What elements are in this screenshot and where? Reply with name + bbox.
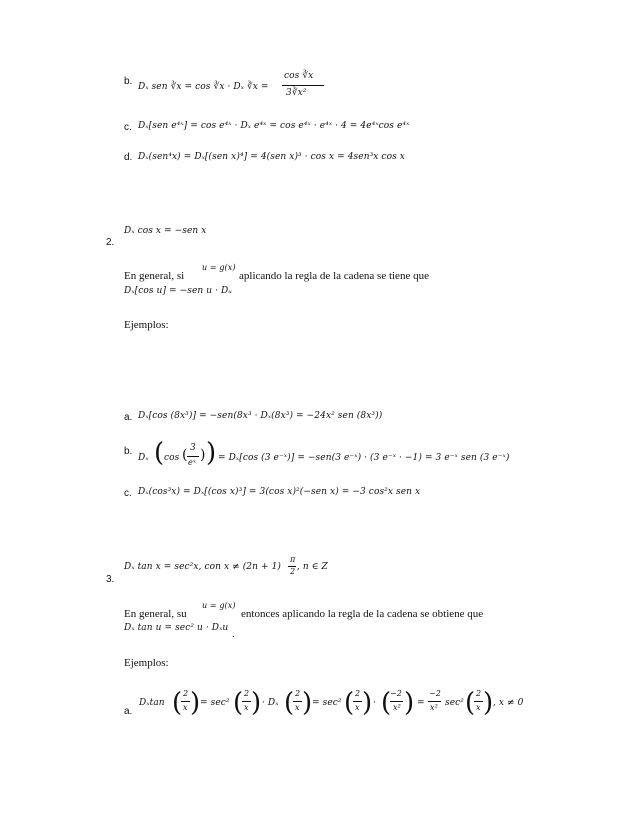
section-3-examples-title: Ejemplos: <box>124 657 169 669</box>
item-a3-frac-6-bar <box>428 701 441 702</box>
item-a3-dot: · <box>373 698 376 708</box>
item-a3-paren-2-left: ( <box>233 688 244 718</box>
item-a3-dx-tan: Dₓtan <box>139 698 165 708</box>
section-3-frac-num: π <box>290 555 296 564</box>
item-b2-dx: Dₓ <box>138 453 149 463</box>
item-a3-frac-2-num: 2 <box>244 689 250 698</box>
item-a3-paren-3-right: ) <box>302 688 313 718</box>
section-3-period: . <box>232 628 235 640</box>
item-a3-frac-6-den: x² <box>430 703 438 712</box>
section-2-number: 2. <box>106 237 115 248</box>
item-b2-inner-right-paren: ) <box>200 447 206 463</box>
item-a3-frac-5-bar <box>390 701 403 702</box>
item-a3-frac-4-bar <box>353 701 362 702</box>
item-a3-paren-7-right: ) <box>483 688 494 718</box>
item-b2-formula-right: = Dₓ[cos (3 e⁻ˣ)] = −sen(3 e⁻ˣ) · (3 e⁻ˣ · −1) = 3 e⁻ˣ sen (3 e⁻ˣ) <box>218 453 510 463</box>
item-a3-condition: , x ≠ 0 <box>493 698 524 708</box>
item-a3-frac-7-num: 2 <box>476 689 482 698</box>
item-a3-frac-3-num: 2 <box>295 689 301 698</box>
item-a3-frac-1-num: 2 <box>183 689 189 698</box>
item-a3-frac-6-num: −2 <box>429 689 441 698</box>
item-a3-frac-7-bar <box>474 701 483 702</box>
item-d-formula: Dₓ(sen⁴x) = Dₓ[(sen x)⁴] = 4(sen x)³ · cos x = 4sen³x cos x <box>138 152 405 162</box>
item-a3-paren-1-left: ( <box>172 688 183 718</box>
section-3-general-suffix: entonces aplicando la regla de la cadena se obtiene que <box>241 608 484 620</box>
item-a3-frac-3-bar <box>293 701 302 702</box>
item-b2-frac-den: eˣ <box>188 458 196 467</box>
item-a3-sec2: sec² <box>445 698 464 708</box>
item-c2-label: c. <box>124 488 132 499</box>
section-3-general-prefix: En general, su <box>124 608 187 620</box>
item-b-label: b. <box>124 76 133 87</box>
item-b-formula: Dₓ sen ∛x = cos ∛x · Dₓ ∛x = <box>138 82 269 92</box>
item-b2-right-paren: ) <box>206 438 217 468</box>
item-a3-frac-5-num: −2 <box>390 689 402 698</box>
section-2-u-definition: u = g(x) <box>202 263 236 272</box>
item-a3-paren-3-left: ( <box>284 688 295 718</box>
item-a3-eq: = <box>417 698 425 708</box>
section-3-formula-left: Dₓ tan x = sec²x, con x ≠ (2n + 1) <box>124 562 282 572</box>
item-b2-left-paren: ( <box>154 438 165 468</box>
item-a2-label: a. <box>124 412 133 423</box>
item-a2-formula: Dₓ[cos (8x³)] = −sen(8x³ · Dₓ(8x³) = −24x² sen (8x³)) <box>138 411 383 421</box>
item-a3-dot-dx: · Dₓ <box>262 698 279 708</box>
item-a3-frac-4-den: x <box>355 703 360 712</box>
section-3-frac-den: 2 <box>290 567 296 576</box>
item-c-formula: Dₓ[sen e⁴ˣ] = cos e⁴ˣ · Dₓ e⁴ˣ = cos e⁴ˣ · e⁴ˣ · 4 = 4e⁴ˣcos e⁴ˣ <box>138 121 410 131</box>
item-a3-eq-sec2-1: = sec² <box>200 698 230 708</box>
section-2-general-formula: Dₓ[cos u] = −sen u · Dᵤ <box>124 286 233 296</box>
item-c-label: c. <box>124 122 132 133</box>
item-a3-frac-7-den: x <box>476 703 481 712</box>
item-a3-label: a. <box>124 706 133 717</box>
section-2-formula: Dₓ cos x = −sen x <box>124 226 207 236</box>
item-a3-frac-1-bar <box>181 701 190 702</box>
item-a3-frac-1-den: x <box>183 703 188 712</box>
item-a3-paren-5-right: ) <box>404 688 415 718</box>
item-b2-frac-bar <box>187 456 199 457</box>
section-3-number: 3. <box>106 574 115 585</box>
item-b2-label: b. <box>124 446 133 457</box>
item-a3-paren-2-right: ) <box>251 688 262 718</box>
section-3-general-formula: Dₓ tan u = sec² u · Dₓu <box>124 623 229 633</box>
item-a3-frac-2-bar <box>242 701 251 702</box>
section-3-formula-right: , n ∈ Z <box>297 562 328 572</box>
item-a3-paren-4-left: ( <box>344 688 355 718</box>
item-a3-paren-7-left: ( <box>465 688 476 718</box>
item-a3-frac-2-den: x <box>244 703 249 712</box>
item-a3-paren-5-left: ( <box>381 688 392 718</box>
item-a3-eq-sec2-2: = sec² <box>312 698 342 708</box>
section-2-general-prefix: En general, si <box>124 270 185 282</box>
section-2-general-suffix: aplicando la regla de la cadena se tiene que <box>239 270 429 282</box>
item-b-fraction-denominator: 3∛x² <box>286 88 307 98</box>
section-2-examples-title: Ejemplos: <box>124 319 169 331</box>
item-b-fraction-numerator: cos ∛x <box>284 71 314 81</box>
section-3-u-definition: u = g(x) <box>202 601 236 610</box>
item-b2-inner-left-paren: ( <box>182 447 188 463</box>
item-a3-frac-5-den: x² <box>393 703 401 712</box>
item-b2-frac-num: 3 <box>190 443 196 453</box>
item-b-fraction-bar <box>282 85 324 86</box>
item-a3-paren-4-right: ) <box>362 688 373 718</box>
item-a3-paren-1-right: ) <box>190 688 201 718</box>
item-a3-frac-3-den: x <box>295 703 300 712</box>
item-a3-frac-4-num: 2 <box>355 689 361 698</box>
item-b2-cos: cos <box>164 453 180 463</box>
item-c2-formula: Dₓ(cos³x) = Dₓ[(cos x)³] = 3(cos x)²(−sen x) = −3 cos²x sen x <box>138 487 421 497</box>
item-d-label: d. <box>124 152 133 163</box>
